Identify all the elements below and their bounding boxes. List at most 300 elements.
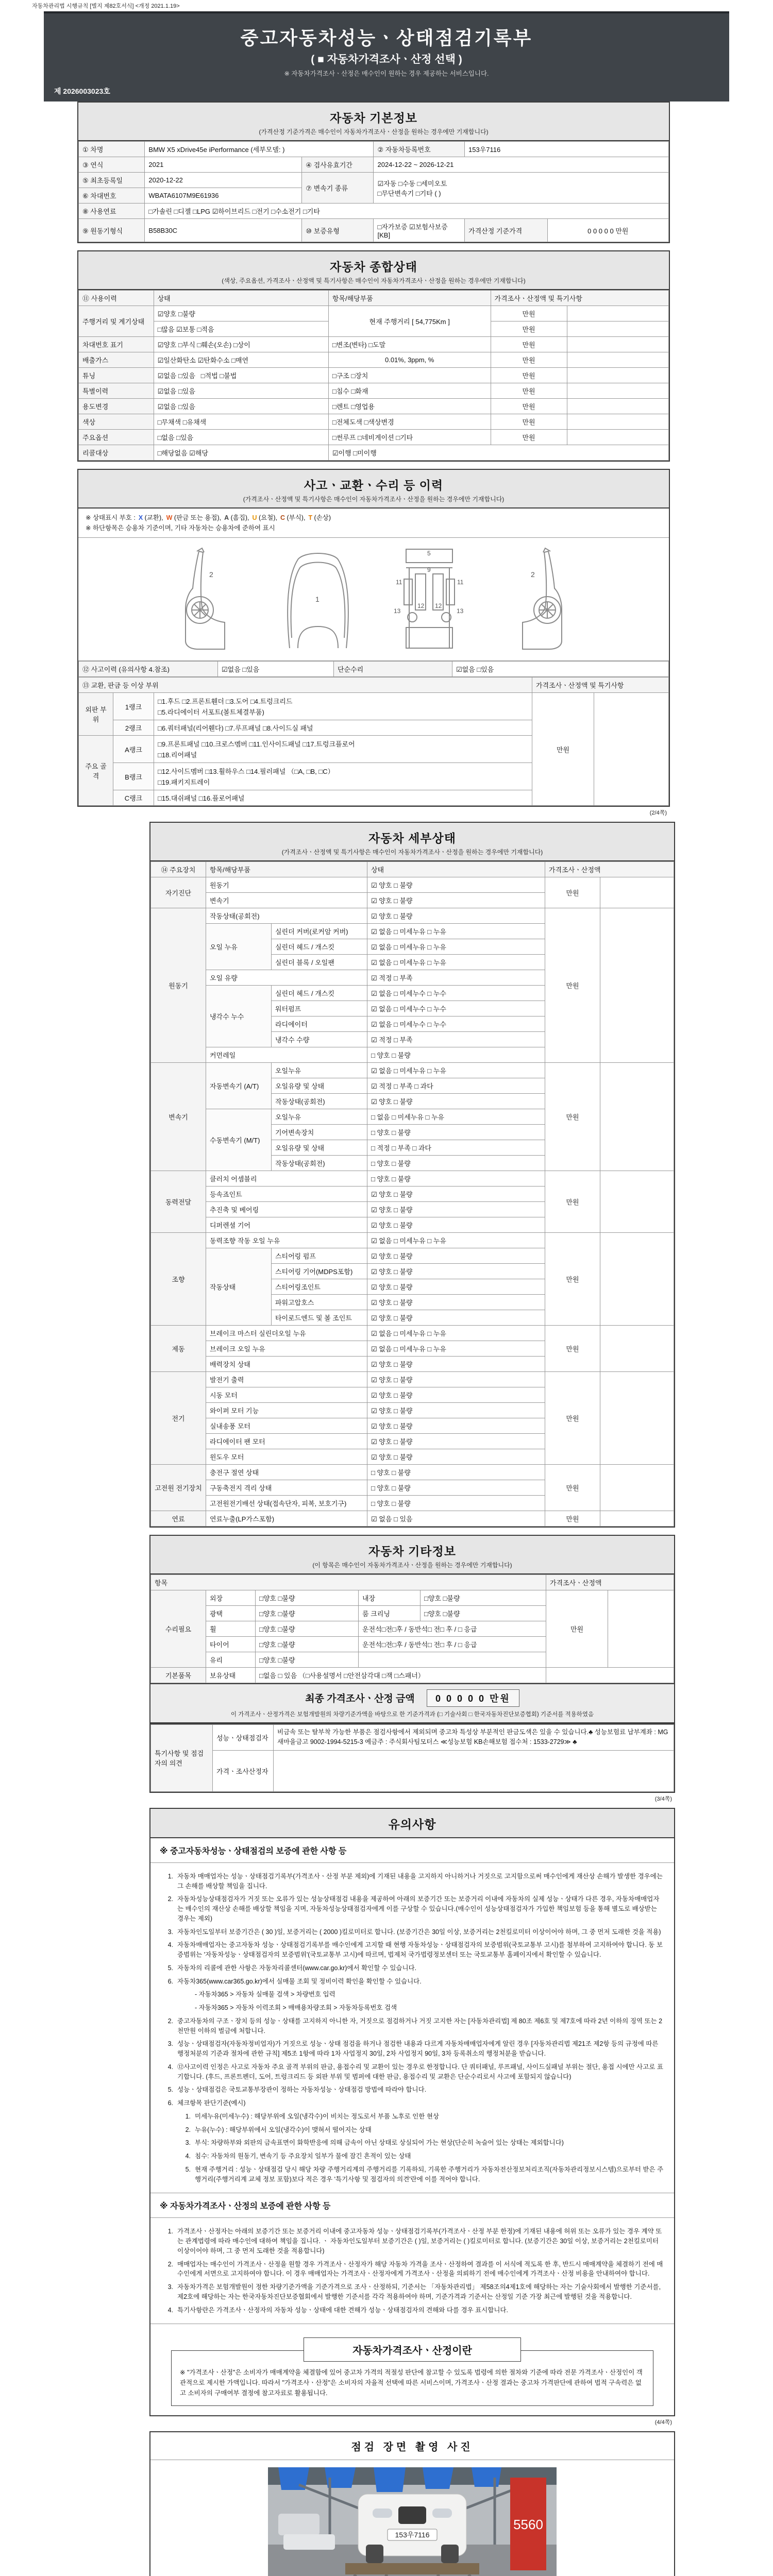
table-row (79, 693, 669, 720)
precaution-item (160, 2227, 665, 2256)
detail-item: 추진축 및 베어링 (206, 1202, 367, 1217)
section-overall-sub: (색상, 주요옵션, 가격조사ㆍ산정액 및 특기사항은 매수인이 자동차가격조사ㆍ산정을 원하는 경우에만 기재합니다) (222, 277, 526, 284)
precaution-text: - 자동차365 > 자동차 실매물 검색 > 차량번호 입력 (195, 1991, 335, 1998)
precautions-s1-list (150, 1863, 674, 2194)
detail-item: 발전기 출력 (206, 1372, 367, 1387)
form-reference-note: 자동차관리법 시행규칙 [별지 제82호서식] <개정 2021.1.19> (32, 3, 180, 9)
note-cell (567, 383, 668, 399)
detail-sub: 오일 누유 (206, 924, 272, 970)
detail-item: 스티어링조인트 (272, 1279, 367, 1295)
precaution-item (160, 1940, 665, 1960)
precaution-number: 3. (185, 2139, 191, 2147)
interior-checkboxes: □양호 □불량 (421, 1590, 546, 1606)
accident-history-checkboxes: ☑없음 □있음 (218, 662, 334, 677)
detail-state: ☑ 적정 □ 부족 (367, 1032, 545, 1047)
note-cell (567, 321, 668, 337)
detail-price: 만원 (545, 1465, 600, 1511)
precaution-item (160, 2016, 665, 2036)
section-overall-header (77, 250, 670, 290)
detail-item: 작동상태(공회전) (272, 1156, 367, 1171)
state-code-desc: (흠집), (229, 514, 249, 521)
note-cell (567, 399, 668, 414)
glass-label: 유리 (206, 1652, 256, 1668)
detail-state: ☑ 없음 □ 미세누유 □ 누유 (367, 1233, 545, 1248)
rankB-parts-line1: □12.사이드멤버 □13.휠하우스 □14.필러패널 （□A, □B, □C） (158, 768, 334, 775)
rankC-parts: □15.대쉬패널 □16.플로어패널 (154, 790, 532, 806)
detail-item: 라디에이터 팬 모터 (206, 1434, 367, 1449)
rank-label: A랭크 (113, 736, 154, 763)
precaution-number: 2. (167, 2017, 173, 2025)
document-number: 제 2026003023호 (54, 87, 110, 95)
detail-state: ☑ 양호 □ 불량 (367, 1202, 545, 1217)
diagram-label: 13 (394, 607, 401, 615)
detail-state: ☑ 없음 □ 미세누유 □ 누유 (367, 1341, 545, 1357)
detail-row (151, 1233, 674, 1248)
precaution-item (177, 2112, 665, 2122)
detail-state: □ 적정 □ 부족 □ 과다 (367, 1140, 545, 1156)
fuel-checkboxes: □가솔린 □디젤 □LPG ☑하이브리드 □전기 □수소전기 □기타 (145, 204, 669, 219)
detail-note (600, 1326, 674, 1372)
inspection-period-value: 2024-12-22 ~ 2026-12-21 (374, 157, 669, 173)
precaution-text: 가격조사ㆍ산정자는 아래의 보증기간 또는 보증거리 이내에 중고자동차 성능ㆍ상태점검기록부(가격조사ㆍ산정 부분 한정)에 기재된 내용에 허위 또는 오류가 있는 경우 계약 또는 관계법령에 따라 매수인에 대하여 책임을 집니다. ㆍ 자동차인도일부터 보증기간은 ( )일, 보증거리는 ( )킬로미터로 합니다. (보증기간은 30일 이상, 보증거리는 2천킬로미터 이상이어야 하며, 그 중 먼저 도래한 것을 적용합니다) (177, 2228, 662, 2255)
detail-state: □ 없음 □ 미세누유 □ 누유 (367, 1109, 545, 1125)
col-header: ⑭ 주요장치 (151, 862, 206, 877)
detail-state: ☑ 적정 □ 부족 □ 과다 (367, 1078, 545, 1094)
rank1-parts-line2: □5.라디에이터 서포트(볼트체결부품) (158, 708, 264, 716)
detail-note (600, 1465, 674, 1511)
precaution-text: 자동차매매업자는 중고자동차 성능ㆍ상태점검기록부를 매수인에게 고지할 때 현행 자동차성능ㆍ상태점검자의 보증범위(국토교통부 고시)를 첨부하여 고지하여야 합니다. 동 보증범위는 '자동차성능ㆍ상태점검자의 보증범위'(국토교통부 고시)에 따르며, 법제처 국가법령정보센터 또는 국토교통부 홈페이지에서 확인할 수 있습니다. (177, 1941, 663, 1958)
precaution-item (160, 1872, 665, 1891)
opinion-table (150, 1724, 674, 1792)
detail-group-label: 변속기 (151, 1063, 206, 1171)
detail-row (151, 1465, 674, 1480)
precautions-s2-title: ※ 자동차가격조사ㆍ산정의 보증에 관한 사항 등 (150, 2193, 674, 2218)
row-label: 차대번호 표기 (79, 337, 154, 352)
base-price-value: 0 0 0 0 0 만원 (547, 219, 668, 242)
wheel-label: 휠 (206, 1621, 256, 1637)
precaution-text: 자동차인도일부터 보증기간은 ( 30 )일, 보증거리는 ( 2000 )킬로미터로 합니다. (보증기간은 30일 이상, 보증거리는 2천킬로미터 이상이어야 하며, 그 중 먼저 도래한 것을 적용) (177, 1928, 661, 1936)
polish-checkboxes: □양호 □불량 (256, 1606, 359, 1621)
section-accident-sub: (가격조사ㆍ산정액 및 특기사항은 매수인이 자동차가격조사ㆍ산정을 원하는 경우에만 기재합니다) (243, 496, 505, 503)
tuning-item-checkboxes: □구조 □장치 (328, 368, 491, 383)
detail-item: 타이로드엔드 및 볼 조인트 (272, 1310, 367, 1326)
price-cell: 만원 (491, 306, 567, 321)
precaution-number: 1. (167, 2228, 173, 2235)
detail-state: ☑ 양호 □ 불량 (367, 1387, 545, 1403)
special-history-checkboxes: ☑없음 □있음 (154, 383, 328, 399)
detail-group-label: 동력전달 (151, 1171, 206, 1233)
precaution-text: 성능ㆍ상태점검자(자동차정비업자)가 거짓으로 성능ㆍ상태 점검을 하거나 점검한 내용과 다르게 자동차매매업자에게 알린 경우 [자동차관리법 제21조 제2항 등의 규정에 따른 행정처분의 기준과 절차에 관한 규칙] 제5조 1항에 따라 1차 사업정지 30일, 2차 사업정지 90일, 3차 등록취소의 행정처분을 받습니다. (177, 2040, 659, 2057)
state-code-desc: (요철), (257, 514, 277, 521)
room-cleaning-label: 룸 크리닝 (359, 1606, 421, 1621)
section-detail-sub: (가격조사ㆍ산정액 및 특기사항은 매수인이 자동차가격조사ㆍ산정을 원하는 경우에만 기재합니다) (281, 849, 543, 856)
state-code-desc: (손상) (312, 514, 331, 521)
precaution-text: 자동차365(www.car365.go.kr)에서 실매물 조회 및 정비이력 확인을 확인할 수 있습니다. (177, 1977, 422, 1985)
detail-price: 만원 (545, 877, 600, 908)
precaution-item (160, 2260, 665, 2279)
detail-state: ☑ 양호 □ 불량 (367, 1094, 545, 1109)
price-cell: 만원 (546, 1590, 608, 1668)
page-marker-4: (4/4쪽) (654, 2419, 672, 2426)
inspector-opinion-text: 비금속 또는 탈부착 가능한 부품은 점검사항에서 제외되며 중고차 특성상 부분적인 판금도색은 있을 수 있습니다.♣ 성능보험료 납부계좌 : MG새마을금고 9002-1994-5215-3 예금주 : 주식회사팀모터스 ≪성능보험 KB손해보험 접수처 : 1533-2729≫ ♣ (274, 1725, 674, 1751)
rank-label: C랭크 (113, 790, 154, 806)
tire-label: 타이어 (206, 1637, 256, 1652)
car-diagram-rear-quarter (497, 545, 574, 653)
detail-item: 구동축전지 격리 상태 (206, 1480, 367, 1496)
table-row (79, 157, 669, 173)
col-header: 상태 (154, 291, 328, 306)
row-label: 용도변경 (79, 399, 154, 414)
detail-row (151, 1372, 674, 1387)
diagram-label: 9 (427, 566, 431, 573)
detail-item: 충전구 절연 상태 (206, 1465, 367, 1480)
precaution-number: 4. (167, 2063, 173, 2071)
detail-item: 오일 유량 (206, 970, 367, 986)
table-row (79, 204, 669, 219)
detail-item: 시동 모터 (206, 1387, 367, 1403)
definition-box-text: ※ "가격조사ㆍ산정"은 소비자가 매매계약을 체결함에 있어 중고차 가격의 적절성 판단에 참고할 수 있도록 법령에 의한 절차와 기준에 따라 전문 가격조사ㆍ산정인이 객관적으로 제시한 가액입니다. 따라서 "가격조사ㆍ산정"은 소비자의 자율적 선택에 따른 서비스이며, 가격조사ㆍ산정 결과는 중고차 가격판단에 관하여 법적 구속력은 없고 소비자의 구매여부 결정에 참고자료로 활용됩니다. (171, 2350, 653, 2406)
table-row (79, 219, 669, 242)
precaution-number: 6. (167, 1977, 173, 1985)
detail-state: ☑ 양호 □ 불량 (367, 1295, 545, 1310)
price-cell: 만원 (491, 399, 567, 414)
field-label: ① 차명 (79, 142, 145, 157)
car-name-value: BMW X5 xDrive45e iPerformance (세부모델: ) (145, 142, 374, 157)
section-other-header (149, 1535, 675, 1574)
price-cell: 만원 (532, 693, 594, 806)
precaution-text: 매매업자는 매수인이 가격조사ㆍ산정을 원할 경우 가격조사ㆍ산정자가 해당 자동차 가격을 조사ㆍ산정하여 결과를 이 서식에 적도록 한 후, 반드시 매매계약을 체결하기 전에 매수인에게 서면으로 고지하여야 합니다. 이 경우 매매업자는 가격조사ㆍ산정자에게 가격조사ㆍ산정을 의뢰하기 전에 매수인에게 가격조사ㆍ산정 비용을 안내하여야 합니다. (177, 2260, 663, 2278)
accident-history-label: ⑫ 사고이력 (유의사항 4.참조) (79, 662, 218, 677)
rank-label: 2랭크 (113, 720, 154, 736)
detail-state: □ 양호 □ 불량 (367, 1496, 545, 1511)
table-row (79, 399, 669, 414)
field-label: ⑤ 최초등록일 (79, 173, 145, 188)
section-detail-title: 자동차 세부상태 (368, 832, 456, 845)
row-label: 리콜대상 (79, 445, 154, 461)
emission-values: 0.01%, 3ppm, % (328, 352, 491, 368)
detail-state: ☑ 양호 □ 불량 (367, 1434, 545, 1449)
transmission-checkboxes (374, 173, 669, 204)
table-row (151, 1750, 674, 1791)
detail-state: □ 양호 □ 불량 (367, 1047, 545, 1063)
field-label: ⑩ 보증유형 (302, 219, 374, 242)
service-note: ※ 자동차가격조사ㆍ산정은 매수인이 원하는 경우 제공하는 서비스입니다. (284, 70, 489, 77)
detail-state: ☑ 없음 □ 미세누유 □ 누유 (367, 1326, 545, 1341)
precaution-text: 자동차가격은 보험개발원이 정한 차량기준가액을 기준가격으로 조사ㆍ산정하되, 기준서는 「자동차관리법」 제58조의4제1호에 해당하는 자는 기술사회에서 발행한 기준서를, 제2호에 해당하는 자는 한국자동차진단보증협회에서 발행한 기준서를 각각 적용하여야 하며, 기준가격과 기준서는 산정일 기준 가장 최근에 발행된 것을 적용합니다. (177, 2283, 661, 2300)
note-cell (608, 1590, 674, 1668)
opinion-label: 특기사항 및 점검자의 의견 (151, 1725, 213, 1792)
holding-state-label: 보유상태 (206, 1668, 256, 1683)
precaution-item (160, 1894, 665, 1923)
engine-type-value: B58B30C (145, 219, 302, 242)
table-row (79, 662, 669, 677)
detail-group-label: 제동 (151, 1326, 206, 1372)
col-header: 항목 (151, 1575, 546, 1590)
rankA-parts-line1: □9.프론트패널 □10.크로스멤버 □11.인사이드패널 □17.트렁크플로어 (158, 740, 355, 748)
price-cell: 만원 (491, 368, 567, 383)
price-cell: 만원 (491, 352, 567, 368)
page-subtitle: ( ■ 자동차가격조사ㆍ산정 선택 ) (311, 54, 462, 65)
detail-state: ☑ 양호 □ 불량 (367, 877, 545, 893)
warranty-checkboxes: □자가보증 ☑보험사보증 [KB] (374, 219, 465, 242)
detail-item: 변속기 (206, 893, 367, 908)
table-row (79, 430, 669, 445)
detail-note (600, 1233, 674, 1326)
detail-note (600, 1372, 674, 1465)
col-header: 가격조사ㆍ산정액 (545, 862, 674, 877)
note-cell (567, 430, 668, 445)
rankA-parts-line2: □18.리어패널 (158, 751, 197, 759)
col-header: 항목/해당부품 (328, 291, 491, 306)
detail-row (151, 1063, 674, 1078)
precaution-number: 5. (167, 2086, 173, 2094)
detail-item: 라디에이터 (272, 1016, 367, 1032)
inspection-photo-front (268, 2467, 557, 2576)
simple-repair-label: 단순수리 (334, 662, 452, 677)
diagram-label: 1 (315, 595, 320, 603)
section-basic-sub: (가격산정 기준가격은 매수인이 자동차가격조사ㆍ산정을 원하는 경우에만 기재합니다) (259, 128, 489, 135)
detail-item: 등속죠인트 (206, 1187, 367, 1202)
col-header: 항목/해당부품 (206, 862, 367, 877)
precaution-number: 1. (185, 2112, 191, 2120)
field-label: ⑧ 사용연료 (79, 204, 145, 219)
photo-section-title: 점검 장면 촬영 사진 (150, 2432, 674, 2460)
precaution-item (160, 2062, 665, 2082)
state-code-line (86, 513, 662, 523)
precaution-number (177, 1990, 191, 1999)
outer-panel-label: 외판 부위 (79, 693, 113, 736)
detail-item: 실린더 헤드 / 개스킷 (272, 986, 367, 1001)
row-label: 주행거리 및 계기상태 (79, 306, 154, 337)
row-label: 특별이력 (79, 383, 154, 399)
final-price-label: 최종 가격조사ㆍ산정 금액 (305, 1693, 415, 1704)
final-price-bar (149, 1684, 675, 1723)
rank-label: B랭크 (113, 763, 154, 790)
precaution-number: 4. (167, 2306, 173, 2314)
room-cleaning-checkboxes: □양호 □불량 (421, 1606, 546, 1621)
color-checkboxes: □무채색 □유채색 (154, 414, 328, 430)
price-appraisal-definition (150, 2324, 674, 2415)
field-label: ⑥ 차대번호 (79, 188, 145, 204)
section-accident-title: 사고ㆍ교환ㆍ수리 등 이력 (304, 479, 444, 492)
color-item-checkboxes: □전체도색 □색상변경 (328, 414, 491, 430)
section-other-title: 자동차 기타정보 (368, 1545, 456, 1558)
detail-item: 원동기 (206, 877, 367, 893)
car-diagram-underbody (385, 545, 473, 653)
detail-group-label: 전기 (151, 1372, 206, 1465)
state-code-desc: (교환), (143, 514, 163, 521)
detail-group-label: 연료 (151, 1511, 206, 1527)
page-title: 중고자동차성능ㆍ상태점검기록부 (240, 27, 533, 48)
banner-number: 5560 (513, 2517, 543, 2533)
rank1-parts (154, 693, 532, 720)
table-header-row (79, 677, 669, 693)
basic-info-table (78, 141, 669, 242)
definition-box-title: 자동차가격조사ㆍ산정이란 (304, 2337, 521, 2362)
precaution-number (177, 2003, 191, 2013)
precaution-text: 자동차의 리콜에 관한 사항은 자동차리콜센터(www.car.go.kr)에서 확인할 수 있습니다. (177, 1964, 417, 1972)
field-label: ③ 연식 (79, 157, 145, 173)
detail-group-label: 자기진단 (151, 877, 206, 908)
detail-item: 오일유량 및 상태 (272, 1140, 367, 1156)
precaution-text: 현재 주행거리 : 성능ㆍ상태점검 당시 해당 차량 주행거리계의 주행거리를 기록하되, 기록한 주행거리가 자동차전산정보처리조직(자동차관리정보시스템)으로부터 받은 주행거리(주행거리계 교체 정보 포함)보다 적은 경우 '특기사항 및 점검자의 의견'란에 이를 적어야 합니다. (195, 2165, 664, 2183)
first-reg-date-value: 2020-12-22 (145, 173, 302, 188)
state-code-desc: (부식), (285, 514, 306, 521)
detail-row (151, 908, 674, 924)
detail-state: □ 양호 □ 불량 (367, 1156, 545, 1171)
tuning-checkboxes (154, 368, 328, 383)
detail-item: 작동상태(공회전) (206, 908, 367, 924)
state-code-letter: A (224, 514, 229, 521)
section-detail-header (149, 822, 675, 861)
exchange-header: ⑬ 교환, 판금 등 이상 부위 (79, 677, 532, 693)
detail-group-label: 고전원 전기장치 (151, 1465, 206, 1511)
glass-checkboxes: □양호 □불량 (256, 1652, 359, 1668)
detail-row (151, 1171, 674, 1187)
precaution-number: 3. (167, 2283, 173, 2291)
detail-state: ☑ 없음 □ 있음 (367, 1511, 545, 1527)
detail-item: 기어변속장치 (272, 1125, 367, 1140)
section-precautions-header (149, 1808, 675, 1838)
wheel-checkboxes: □양호 □불량 (256, 1621, 359, 1637)
detail-state: ☑ 없음 □ 미세누유 □ 누유 (367, 939, 545, 955)
section-basic-header (77, 101, 670, 141)
table-row (79, 306, 669, 321)
detail-state: ☑ 양호 □ 불량 (367, 1248, 545, 1264)
state-code-letter: T (308, 514, 313, 521)
inspector-label: 성능ㆍ상태점검자 (213, 1725, 274, 1751)
detail-state: ☑ 없음 □ 미세누수 □ 누수 (367, 1016, 545, 1032)
detail-state: ☑ 없음 □ 미세누유 □ 누유 (367, 924, 545, 939)
lower-item-note: ※ 하단항목은 승용차 기준이며, 기타 자동차는 승용차에 준하여 표시 (86, 524, 275, 532)
row-label: 튜닝 (79, 368, 154, 383)
detail-state: □ 양호 □ 불량 (367, 1125, 545, 1140)
tuning-legal: □적법 □불법 (200, 372, 237, 380)
state-code-list (136, 514, 331, 521)
precaution-item (177, 2003, 665, 2013)
detail-price: 만원 (545, 1511, 600, 1527)
diagram-label: 11 (396, 579, 402, 586)
exchange-panel-table (78, 677, 669, 806)
detail-item: 스티어링 펌프 (272, 1248, 367, 1264)
precaution-item (160, 1963, 665, 1973)
detail-price: 만원 (545, 1063, 600, 1171)
detail-state: ☑ 없음 □ 미세누수 □ 누수 (367, 986, 545, 1001)
precaution-number: 2. (167, 1895, 173, 1903)
precaution-number: 4. (185, 2153, 191, 2160)
precaution-number: 1. (167, 1872, 173, 1880)
detail-item: 실린더 블록 / 오일팬 (272, 955, 367, 970)
detail-item: 오일누유 (272, 1063, 367, 1078)
detail-item: 실린더 헤드 / 개스킷 (272, 939, 367, 955)
note-cell (567, 368, 668, 383)
mileage-amount-checkboxes: □많음 ☑보통 □적음 (154, 321, 328, 337)
detail-state: ☑ 양호 □ 불량 (367, 1310, 545, 1326)
col-header: 가격조사ㆍ산정액 (546, 1575, 674, 1590)
detail-row (151, 1511, 674, 1527)
detail-row (151, 877, 674, 893)
main-frame-label: 주요 골격 (79, 736, 113, 806)
detail-state: ☑ 양호 □ 불량 (367, 1357, 545, 1372)
diagram-label: 12 (417, 602, 425, 609)
recall-item-checkboxes: ☑이행 □미이행 (328, 445, 668, 461)
detail-price: 만원 (545, 1326, 600, 1372)
precaution-item (177, 2165, 665, 2184)
state-code-letter: W (166, 514, 173, 521)
price-cell: 만원 (491, 383, 567, 399)
precaution-item (177, 2125, 665, 2135)
section-accident-header (77, 469, 670, 509)
photo-front-row (150, 2460, 674, 2576)
detail-price: 만원 (545, 1372, 600, 1465)
other-info-table (150, 1574, 674, 1683)
state-code-letter: U (252, 514, 257, 521)
simple-repair-checkboxes: ☑없음 □있음 (452, 662, 669, 677)
rankA-parts (154, 736, 532, 763)
tuning-exist: ☑없음 □있음 (157, 372, 195, 380)
car-damage-diagrams (78, 538, 669, 661)
row-label: 주요옵션 (79, 430, 154, 445)
detail-row (151, 1326, 674, 1341)
table-row (79, 173, 669, 188)
precaution-text: 미세누유(미세누수) : 해당부위에 오일(냉각수)이 비치는 정도로서 부품 노후로 인한 현상 (195, 2112, 440, 2120)
detail-sub: 자동변속기 (A/T) (206, 1063, 272, 1109)
vin-mark-checkboxes: ☑양호 □부식 □훼손(오손) □상이 (154, 337, 328, 352)
exterior-label: 외장 (206, 1590, 256, 1606)
interior-label: 내장 (359, 1590, 421, 1606)
transmission-line-2: □무단변속기 □기타 ( ) (377, 189, 441, 197)
detail-state: □ 양호 □ 불량 (367, 1465, 545, 1480)
precautions-s2-list (150, 2218, 674, 2324)
detail-item: 와이퍼 모터 기능 (206, 1403, 367, 1418)
page-marker-2: (2/4쪽) (649, 810, 667, 816)
detail-group-label: 원동기 (151, 908, 206, 1063)
precaution-text: 침수: 자동차의 원동기, 변속기 등 주요장치 일부가 물에 잠긴 흔적이 있는 상태 (195, 2153, 411, 2160)
appraiser-opinion-text (274, 1750, 674, 1791)
state-code-letter: X (138, 514, 143, 521)
tire-position-checkboxes: 운전석□전□후 / 동반석□ 전□ 후 / □ 응급 (359, 1637, 546, 1652)
field-label: ② 자동차등록번호 (374, 142, 465, 157)
usage-change-checkboxes: ☑없음 □있음 (154, 399, 328, 414)
detail-item: 브레이크 오일 누유 (206, 1341, 367, 1357)
detail-state: ☑ 없음 □ 미세누유 □ 누유 (367, 955, 545, 970)
exterior-checkboxes: □양호 □불량 (256, 1590, 359, 1606)
precaution-text: 중고자동차의 구조ㆍ장치 등의 성능ㆍ상태를 고지하지 아니한 자, 거짓으로 점검하거나 거짓 고지한 자는 [자동차관리법] 제 80조 제6호 및 제7호에 따라 2년 이하의 징역 또는 2천만원 이하의 벌금에 처합니다. (177, 2017, 663, 2035)
field-label: ⑨ 원동기형식 (79, 219, 145, 242)
detail-group-label: 조향 (151, 1233, 206, 1326)
mileage-state-checkboxes: ☑양호 □불량 (154, 306, 328, 321)
note-cell (567, 414, 668, 430)
precaution-item (160, 1927, 665, 1937)
exchange-price-header: 가격조사ㆍ산정액 및 특기사항 (532, 677, 669, 693)
detail-item: 배력장치 상태 (206, 1357, 367, 1372)
license-plate-front: 153우7116 (395, 2531, 430, 2539)
detail-state: ☑ 양호 □ 불량 (367, 1264, 545, 1279)
precaution-text: ⑫사고이력 인정은 사고로 자동차 주요 골격 부위의 판금, 용접수리 및 교환이 있는 경우로 한정합니다. 단 쿼터패널, 루프패널, 사이드실패널 부위는 절단, 용접 시에만 사고로 표기합니다. (후드, 프론트펜더, 도어, 트렁크리드 등 외판 부위 및 범퍼에 대한 판금, 용접수리 및 교환은 단순수리로서 사고에 포함되지 않습니다) (177, 2063, 663, 2080)
detail-note (600, 1063, 674, 1171)
section-basic-title: 자동차 기본정보 (330, 111, 417, 125)
transmission-line-1: ☑자동 □수동 □세미오토 (377, 179, 447, 188)
state-code-desc: (판금 또는 용접), (172, 514, 222, 521)
detail-item: 브레이크 마스터 실린더오일 누유 (206, 1326, 367, 1341)
accident-history-table (78, 661, 669, 677)
precaution-number: 5. (167, 1964, 173, 1972)
detail-state: □ 양호 □ 불량 (367, 1171, 545, 1187)
table-header-row (79, 291, 669, 306)
vin-value: WBATA6107M9E61936 (145, 188, 302, 204)
detail-state: ☑ 양호 □ 불량 (367, 1187, 545, 1202)
precaution-item (177, 2151, 665, 2161)
